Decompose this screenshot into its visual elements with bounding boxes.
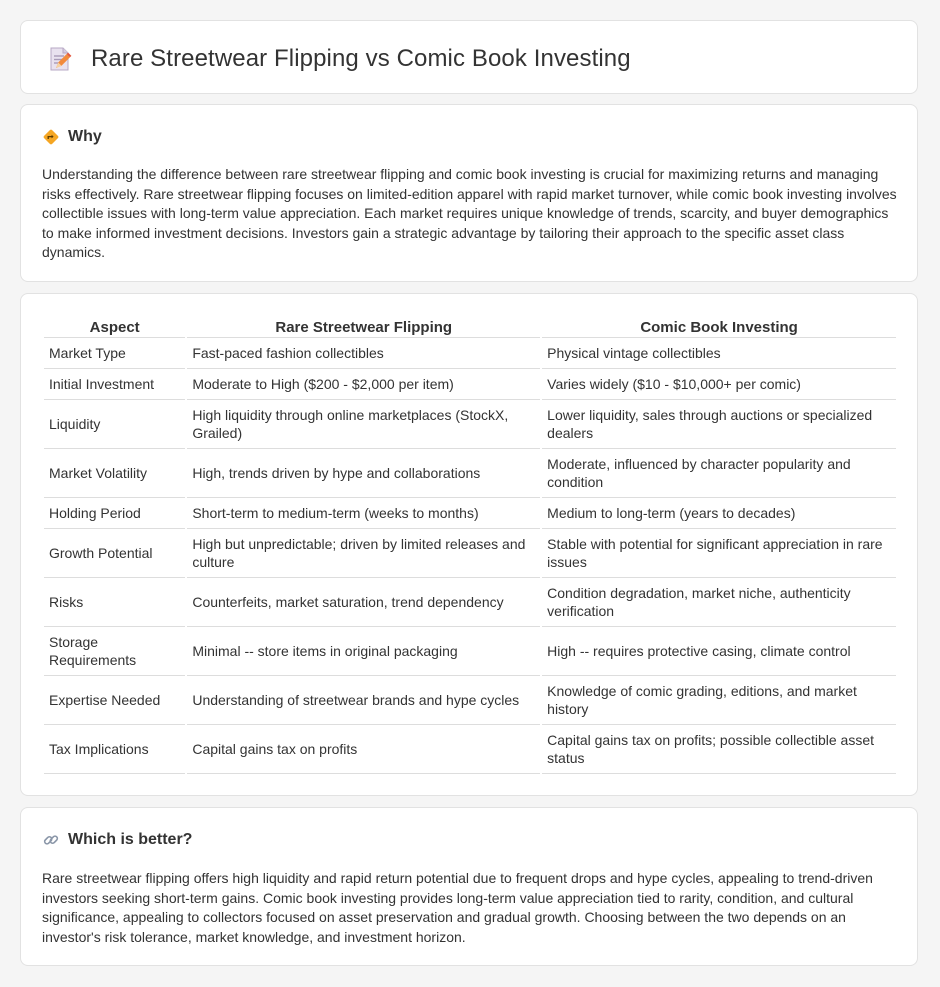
- comic-cell: Physical vintage collectibles: [542, 338, 896, 369]
- why-title: Why: [68, 128, 102, 145]
- which-better-card: [20, 807, 918, 966]
- aspect-cell: Holding Period: [44, 498, 185, 529]
- aspect-cell: Growth Potential: [44, 529, 185, 578]
- table-row: [44, 627, 896, 676]
- comic-cell: Condition degradation, market niche, authenticity verification: [542, 578, 896, 627]
- streetwear-cell: High liquidity through online marketplaces (StockX, Grailed): [187, 400, 540, 449]
- table-row: [44, 529, 896, 578]
- better-title: Which is better?: [68, 831, 193, 848]
- comic-cell: Stable with potential for significant appreciation in rare issues: [542, 529, 896, 578]
- edit-document-icon: [45, 45, 73, 73]
- aspect-cell: Expertise Needed: [44, 676, 185, 725]
- aspect-cell: Storage Requirements: [44, 627, 185, 676]
- streetwear-cell: Fast-paced fashion collectibles: [187, 338, 540, 369]
- aspect-cell: Liquidity: [44, 400, 185, 449]
- better-text: Rare streetwear flipping offers high liquidity and rapid return potential due to frequent drops and hype cycles, appealing to trend-driven investors seeking short-term gains. Comic book investing provides long-term value appreciation tied to rarity, condition, and cultural significance, appealing to collectors focused on asset preservation and gradual growth. Choosing between the two depends on an investor's risk tolerance, market knowledge, and investment horizon.: [42, 870, 873, 945]
- table-row: [44, 369, 896, 400]
- page-title: Rare Streetwear Flipping vs Comic Book Investing: [91, 45, 631, 72]
- why-heading: [43, 127, 102, 147]
- diamond-direction-icon: [43, 129, 59, 145]
- comparison-table: [42, 317, 898, 774]
- aspect-cell: Initial Investment: [44, 369, 185, 400]
- streetwear-cell: Short-term to medium-term (weeks to months): [187, 498, 540, 529]
- comic-cell: Varies widely ($10 - $10,000+ per comic): [542, 369, 896, 400]
- streetwear-cell: Minimal -- store items in original packaging: [187, 627, 540, 676]
- comic-cell: Knowledge of comic grading, editions, and market history: [542, 676, 896, 725]
- comic-cell: Lower liquidity, sales through auctions or specialized dealers: [542, 400, 896, 449]
- comic-cell: Moderate, influenced by character popularity and condition: [542, 449, 896, 498]
- table-row: [44, 338, 896, 369]
- aspect-cell: Market Type: [44, 338, 185, 369]
- header-streetwear: Rare Streetwear Flipping: [187, 317, 540, 338]
- why-card: [20, 104, 918, 282]
- streetwear-cell: Understanding of streetwear brands and hype cycles: [187, 676, 540, 725]
- comparison-card: [20, 293, 918, 796]
- table-row: [44, 578, 896, 627]
- title-row: [45, 39, 631, 79]
- link-icon: [43, 832, 59, 848]
- streetwear-cell: Counterfeits, market saturation, trend dependency: [187, 578, 540, 627]
- streetwear-cell: High, trends driven by hype and collaborations: [187, 449, 540, 498]
- table-row: [44, 725, 896, 774]
- table-row: [44, 400, 896, 449]
- header-aspect: Aspect: [44, 317, 185, 338]
- table-row: [44, 676, 896, 725]
- streetwear-cell: Moderate to High ($200 - $2,000 per item): [187, 369, 540, 400]
- streetwear-cell: Capital gains tax on profits: [187, 725, 540, 774]
- aspect-cell: Risks: [44, 578, 185, 627]
- comic-cell: Medium to long-term (years to decades): [542, 498, 896, 529]
- header-comic: Comic Book Investing: [542, 317, 896, 338]
- streetwear-cell: High but unpredictable; driven by limited releases and culture: [187, 529, 540, 578]
- comic-cell: Capital gains tax on profits; possible collectible asset status: [542, 725, 896, 774]
- comic-cell: High -- requires protective casing, climate control: [542, 627, 896, 676]
- better-heading: [43, 830, 192, 850]
- why-text: Understanding the difference between rare streetwear flipping and comic book investing is crucial for maximizing returns and managing risks effectively. Rare streetwear flipping focuses on limited-edition apparel with rapid market turnover, while comic book investing involves collectible issues with long-term value appreciation. Each market requires unique knowledge of trends, scarcity, and buyer demographics to make informed investment decisions. Investors gain a strategic advantage by tailoring their approach to the specific asset class dynamics.: [42, 166, 897, 260]
- table-header-row: [44, 317, 896, 338]
- aspect-cell: Market Volatility: [44, 449, 185, 498]
- aspect-cell: Tax Implications: [44, 725, 185, 774]
- title-card: [20, 20, 918, 94]
- table-row: [44, 498, 896, 529]
- table-row: [44, 449, 896, 498]
